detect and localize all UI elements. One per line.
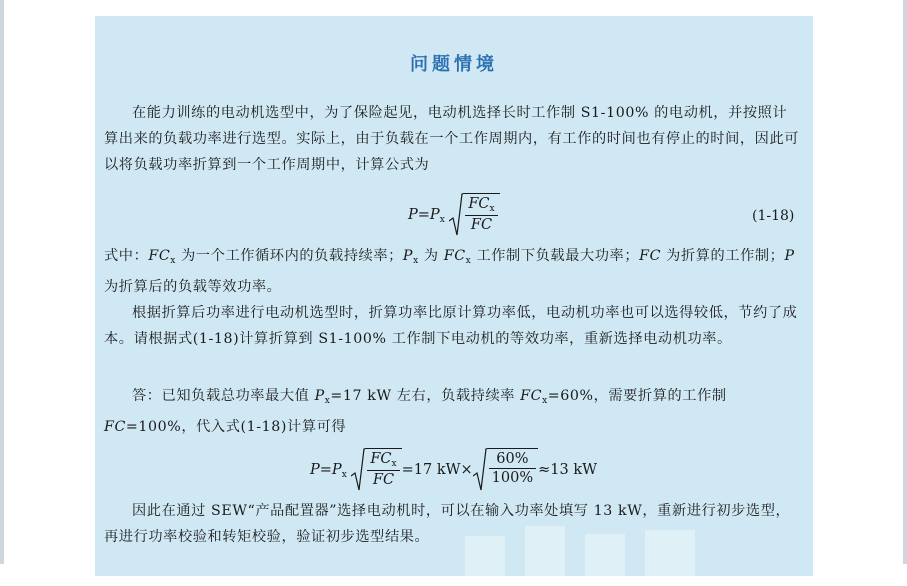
fraction-numerator-sub: x bbox=[489, 204, 495, 214]
formula-px-sub: x bbox=[439, 215, 445, 225]
def-fc2-sub: x bbox=[465, 256, 472, 266]
calc-px-sub: x bbox=[341, 470, 347, 480]
calc-numerator-2: 60% bbox=[489, 451, 536, 469]
answer-px-sub: x bbox=[324, 396, 331, 406]
calc-sqrt-1 bbox=[351, 448, 401, 492]
box-title: 问题情境 bbox=[410, 54, 498, 75]
calc-middle: =17 kW× bbox=[401, 462, 473, 478]
page-edge-left bbox=[0, 0, 4, 564]
calc-equals: = bbox=[319, 462, 332, 478]
def-px: P bbox=[402, 248, 414, 264]
def-text-6: 为折算后的负载等效功率。 bbox=[104, 279, 282, 295]
formula-lhs: P bbox=[408, 207, 418, 223]
formula-1-18 bbox=[408, 193, 500, 237]
def-fc2: FC bbox=[443, 248, 466, 264]
page-edge-right bbox=[903, 0, 907, 564]
paragraph-definitions bbox=[104, 243, 802, 300]
def-text-3: 为 bbox=[418, 248, 444, 264]
calc-fraction-2 bbox=[489, 451, 536, 486]
def-text-4: 工作制下负载最大功率； bbox=[471, 248, 640, 264]
def-text-5: 为折算的工作制； bbox=[661, 248, 785, 264]
formula-px: P bbox=[429, 207, 440, 223]
calc-denominator: FC bbox=[372, 472, 395, 488]
def-px-sub: x bbox=[413, 256, 419, 266]
paragraph-answer bbox=[104, 383, 802, 440]
answer-text-2: =17 kW 左右，负载持续率 bbox=[330, 388, 521, 404]
calc-sqrt-2 bbox=[473, 448, 538, 492]
def-fc-sub: x bbox=[170, 256, 176, 266]
formula-calculation bbox=[310, 448, 597, 492]
calc-denominator-2: 100% bbox=[491, 470, 534, 486]
sqrt-sign-icon bbox=[449, 193, 463, 237]
fraction-numerator: FC bbox=[468, 196, 490, 212]
fraction-denominator: FC bbox=[470, 217, 493, 233]
sqrt-sign-icon bbox=[351, 448, 365, 492]
def-text-1: 式中： bbox=[104, 248, 149, 264]
answer-fc-sub: x bbox=[542, 396, 548, 406]
paragraph-intro bbox=[104, 100, 802, 178]
answer-fc: FC bbox=[520, 388, 543, 404]
def-text-2: 为一个工作循环内的负载持续率； bbox=[175, 248, 403, 264]
paragraph-task-text: 根据折算后功率进行电动机选型时，折算功率比原计算功率低，电动机功率也可以选得较低，节约了成本。请根据式(1-18)计算折算到 S1-100% 工作制下电动机的等效功率，重新选择电动机功率。 bbox=[104, 305, 798, 347]
equation-number: (1-18) bbox=[752, 208, 795, 224]
formula-equals: = bbox=[417, 207, 430, 223]
calc-fraction-1 bbox=[367, 451, 399, 488]
formula-sqrt bbox=[449, 193, 499, 237]
calc-numerator-sub: x bbox=[391, 459, 397, 469]
sqrt-sign-icon bbox=[473, 448, 487, 492]
def-fc3: FC bbox=[639, 248, 662, 264]
answer-px: P bbox=[314, 388, 325, 404]
answer-text-1: 答：已知负载总功率最大值 bbox=[132, 388, 315, 404]
answer-text-3: =60%，需要折算的工作制 bbox=[547, 388, 727, 404]
calc-numerator: FC bbox=[370, 451, 392, 467]
paragraph-task bbox=[104, 300, 802, 352]
paragraph-conclusion bbox=[104, 498, 802, 550]
def-fc: FC bbox=[148, 248, 171, 264]
calc-lhs: P bbox=[310, 462, 320, 478]
calc-result: ≈13 kW bbox=[538, 462, 598, 478]
paragraph-conclusion-text: 因此在通过 SEW“产品配置器”选择电动机时，可以在输入功率处填写 13 kW，重新进行初步选型，再进行功率校验和转矩校验，验证初步选型结果。 bbox=[104, 503, 791, 545]
def-p: P bbox=[784, 248, 795, 264]
calc-px: P bbox=[331, 462, 342, 478]
formula-fraction bbox=[465, 196, 497, 233]
answer-text-4: =100%，代入式(1-18)计算可得 bbox=[125, 419, 347, 435]
paragraph-intro-text: 在能力训练的电动机选型中，为了保险起见，电动机选择长时工作制 S1-100% 的电动机，并按照计算出来的负载功率进行选型。实际上，由于负载在一个工作周期内，有工作的时间也有停止的时间，因此可以将负载功率折算到一个工作周期中，计算公式为 bbox=[104, 105, 800, 173]
answer-fc2: FC bbox=[104, 419, 126, 435]
